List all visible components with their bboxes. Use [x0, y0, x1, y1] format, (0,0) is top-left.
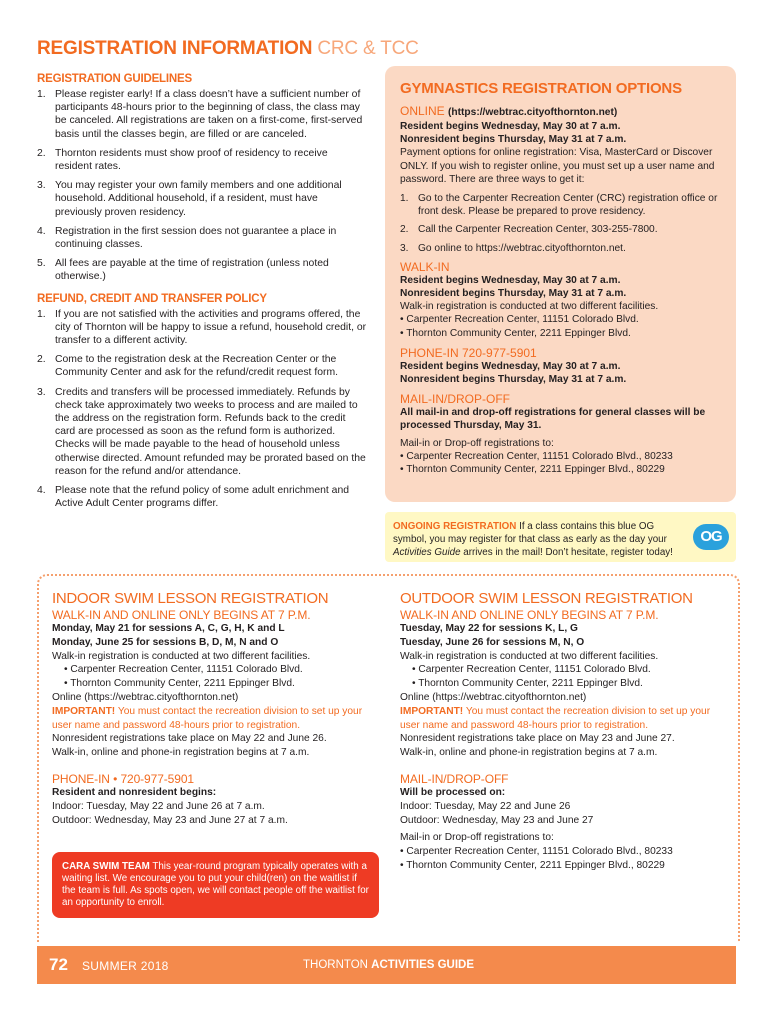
mail-in-indoor: Indoor: Tuesday, May 22 and June 26	[400, 800, 571, 812]
page-title-sub: CRC & TCC	[317, 38, 419, 59]
item-text: Go online to https://webtrac.cityofthornton.net.	[418, 242, 626, 254]
list-item	[37, 308, 367, 348]
gymnastics-section	[400, 80, 725, 476]
item-text: Please note that the refund policy of some adult enrichment and Active Adult Center programs differ.	[55, 485, 350, 510]
phone-in-bold: Resident and nonresident begins:	[52, 786, 217, 798]
important-label: IMPORTANT!	[52, 705, 116, 717]
outdoor-nonresident: Nonresident registrations take place on May 23 and June 27.	[400, 733, 675, 745]
list-item	[37, 386, 367, 478]
mail-in-outdoor: Outdoor: Wednesday, May 23 and June 27	[400, 814, 594, 826]
page-number: 72	[49, 955, 68, 974]
outdoor-walkin: Walk-in, online and phone-in registration begins at 7 a.m.	[400, 747, 658, 759]
guidelines-heading: REGISTRATION GUIDELINES	[37, 73, 192, 85]
indoor-important	[52, 705, 367, 733]
important-text: You must contact the recreation division to set up your user name and password 48-hours prior to registration.	[52, 705, 363, 731]
walkin-resident: Resident begins Wednesday, May 30 at 7 a.m.	[400, 274, 621, 286]
footer-bar	[37, 946, 736, 984]
mail-in-heading: MAIL-IN/DROP-OFF	[400, 771, 509, 786]
phone-nonresident: Nonresident begins Thursday, May 31 at 7 a.m.	[400, 374, 627, 386]
item-number: 1.	[37, 89, 46, 100]
ongoing-text-2: arrives in the mail! Don’t hesitate, register today!	[460, 547, 673, 559]
og-badge-icon: OG	[693, 524, 729, 550]
phone-in-outdoor: Outdoor: Wednesday, May 23 and June 27 at 7 a.m.	[52, 814, 288, 826]
outdoor-location: • Carpenter Recreation Center, 11151 Colorado Blvd.	[412, 664, 651, 676]
indoor-date: Monday, June 25 for sessions B, D, M, N and O	[52, 636, 279, 648]
item-text: Come to the registration desk at the Recreation Center or the Community Center and ask for the refund/credit request form.	[55, 354, 338, 379]
walkin-nonresident: Nonresident begins Thursday, May 31 at 7 a.m.	[400, 288, 627, 300]
guidelines-list	[37, 88, 367, 284]
refund-list	[37, 308, 367, 511]
item-number: 2.	[400, 224, 409, 236]
indoor-swim-section	[52, 590, 367, 827]
ongoing-text-1: If a class contains this blue OG symbol, you may register for that class as early as the day your	[393, 521, 667, 546]
cara-body: This year-round program typically operates with a waiting list. We encourage you to put your child(ren) on the waitlist if the team is full. As spots open, we will contact people off the waitlist for an opportunity to enroll.	[62, 861, 369, 908]
online-label: ONLINE	[400, 104, 445, 118]
indoor-online-link[interactable]: Online (https://webtrac.cityofthornton.net)	[52, 691, 239, 703]
item-number: 3.	[37, 386, 46, 398]
indoor-heading: INDOOR SWIM LESSON REGISTRATION	[52, 590, 329, 607]
walkin-location: • Carpenter Recreation Center, 11151 Colorado Blvd.	[400, 314, 639, 326]
left-column	[37, 72, 367, 516]
outdoor-swim-section	[400, 590, 715, 873]
phone-resident: Resident begins Wednesday, May 30 at 7 a.m.	[400, 360, 621, 372]
indoor-location: • Thornton Community Center, 2211 Eppinger Blvd.	[64, 678, 295, 690]
mail-in-location: • Thornton Community Center, 2211 Eppinger Blvd., 80229	[400, 859, 665, 871]
item-text: Thornton residents must show proof of residency to receive resident rates.	[55, 147, 328, 173]
outdoor-important	[400, 705, 715, 733]
page-title	[37, 38, 419, 60]
footer-brand	[303, 959, 474, 971]
gymnastics-heading: GYMNASTICS REGISTRATION OPTIONS	[400, 80, 682, 97]
outdoor-heading: OUTDOOR SWIM LESSON REGISTRATION	[400, 590, 693, 607]
brand-plain: THORNTON	[303, 959, 372, 971]
list-item	[37, 353, 367, 379]
item-text: Credits and transfers will be processed immediately. Refunds by check take approximately two weeks to process and are mailed to the address on the registration form. Refunds back to the credit card are processed as soon as the refund form is authorized. Checks will be made payable to the head of household unless otherwise directed. Amount refunded may be prorated based on the reason for the refund and/or attendance.	[55, 386, 366, 477]
refund-heading: REFUND, CREDIT AND TRANSFER POLICY	[37, 292, 267, 305]
item-number: 2.	[37, 354, 46, 366]
online-resident: Resident begins Wednesday, May 30 at 7 a.m.	[400, 121, 621, 132]
indoor-date: Monday, May 21 for sessions A, C, G, H, K and L	[52, 623, 285, 634]
list-item	[37, 484, 367, 510]
outdoor-date: Tuesday, May 22 for sessions K, L, G	[400, 623, 578, 634]
cara-label: CARA SWIM TEAM	[62, 861, 150, 872]
mail-heading: MAIL-IN/DROP-OFF	[400, 392, 510, 407]
ongoing-guide: Activities Guide	[393, 547, 461, 559]
walkin-note: Walk-in registration is conducted at two different facilities.	[400, 301, 659, 313]
online-url-link[interactable]: (https://webtrac.cityofthornton.net)	[448, 107, 618, 118]
item-text: Call the Carpenter Recreation Center, 303-255-7800.	[418, 224, 658, 236]
online-nonresident: Nonresident begins Thursday, May 31 at 7 a.m.	[400, 134, 627, 146]
item-text: If you are not satisfied with the activities and programs offered, the city of Thornton will be happy to issue a refund, household credit, or transfer to a different activity.	[55, 308, 367, 347]
indoor-nonresident: Nonresident registrations take place on May 22 and June 26.	[52, 733, 327, 745]
item-number: 5.	[37, 258, 46, 270]
item-number: 3.	[400, 242, 409, 254]
mail-in-intro: Mail-in or Drop-off registrations to:	[400, 832, 554, 844]
list-item	[400, 242, 725, 255]
page-title-main: REGISTRATION INFORMATION	[37, 38, 313, 59]
mail-location: • Carpenter Recreation Center, 11151 Colorado Blvd., 80233	[400, 450, 673, 462]
outdoor-note: Walk-in registration is conducted at two different facilities.	[400, 650, 659, 662]
outdoor-location: • Thornton Community Center, 2211 Eppinger Blvd.	[412, 678, 643, 690]
important-label: IMPORTANT!	[400, 705, 464, 717]
phone-in-heading: PHONE-IN • 720-977-5901	[52, 771, 194, 786]
outdoor-subheading: WALK-IN AND ONLINE ONLY BEGINS AT 7 P.M.	[400, 608, 659, 622]
indoor-walkin: Walk-in, online and phone-in registration begins at 7 a.m.	[52, 747, 310, 759]
phone-in-indoor: Indoor: Tuesday, May 22 and June 26 at 7 a.m.	[52, 800, 265, 812]
item-number: 1.	[37, 308, 46, 320]
online-payment: Payment options for online registration: Visa, MasterCard or Discover ONLY. If you wish to register online, you must set up a user name and password. There are three ways to get it:	[400, 147, 715, 185]
list-item	[37, 147, 367, 173]
item-text: You may register your own family members and one additional household. Additional household, if a resident, must have previously proven residency.	[55, 180, 342, 218]
online-ways-list	[400, 192, 725, 255]
mail-in-location: • Carpenter Recreation Center, 11151 Colorado Blvd., 80233	[400, 846, 673, 858]
indoor-location: • Carpenter Recreation Center, 11151 Colorado Blvd.	[64, 664, 303, 676]
item-number: 1.	[400, 193, 409, 205]
indoor-note: Walk-in registration is conducted at two different facilities.	[52, 650, 311, 662]
ongoing-registration-text	[393, 520, 688, 560]
item-number: 2.	[37, 147, 46, 159]
list-item	[37, 225, 367, 251]
indoor-subheading: WALK-IN AND ONLINE ONLY BEGINS AT 7 P.M.	[52, 608, 311, 622]
outdoor-date: Tuesday, June 26 for sessions M, N, O	[400, 636, 585, 648]
cara-swim-team-text	[62, 861, 372, 909]
outdoor-online-link[interactable]: Online (https://webtrac.cityofthornton.net)	[400, 691, 587, 703]
item-number: 4.	[37, 485, 46, 497]
item-text: Go to the Carpenter Recreation Center (CRC) registration office or front desk. Please be prepared to prove residency.	[418, 193, 718, 218]
list-item	[37, 179, 367, 219]
walkin-location: • Thornton Community Center, 2211 Eppinger Blvd.	[400, 327, 631, 339]
list-item	[400, 192, 725, 218]
item-number: 3.	[37, 180, 46, 192]
item-text: Please register early! If a class doesn’t have a sufficient number of participants 48-hours prior to the beginning of class, the class may be canceled. All registrations are taken on a first-come, first-served basis until the classes begin, are filled or are canceled.	[55, 89, 363, 140]
item-text: Registration in the first session does not guarantee a place in continuing classes.	[55, 225, 337, 251]
ongoing-label: ONGOING REGISTRATION	[393, 521, 517, 532]
walkin-heading: WALK-IN	[400, 259, 450, 274]
important-text: You must contact the recreation division to set up your user name and password 48-hours prior to registration.	[400, 705, 711, 731]
list-item	[37, 257, 367, 283]
brand-bold: ACTIVITIES GUIDE	[371, 959, 475, 971]
phone-heading: PHONE-IN 720-977-5901	[400, 345, 537, 360]
list-item	[400, 223, 725, 236]
footer-season: SUMMER 2018	[82, 959, 169, 973]
mail-bold-note: All mail-in and drop-off registrations for general classes will be processed Thursday, May 31.	[400, 407, 706, 432]
list-item	[37, 88, 367, 141]
mail-in-bold: Will be processed on:	[400, 786, 506, 798]
mail-intro: Mail-in or Drop-off registrations to:	[400, 437, 554, 449]
online-heading	[400, 104, 725, 120]
item-text: All fees are payable at the time of registration (unless noted otherwise.)	[55, 258, 329, 283]
mail-location: • Thornton Community Center, 2211 Eppinger Blvd., 80229	[400, 464, 665, 476]
item-number: 4.	[37, 225, 46, 237]
